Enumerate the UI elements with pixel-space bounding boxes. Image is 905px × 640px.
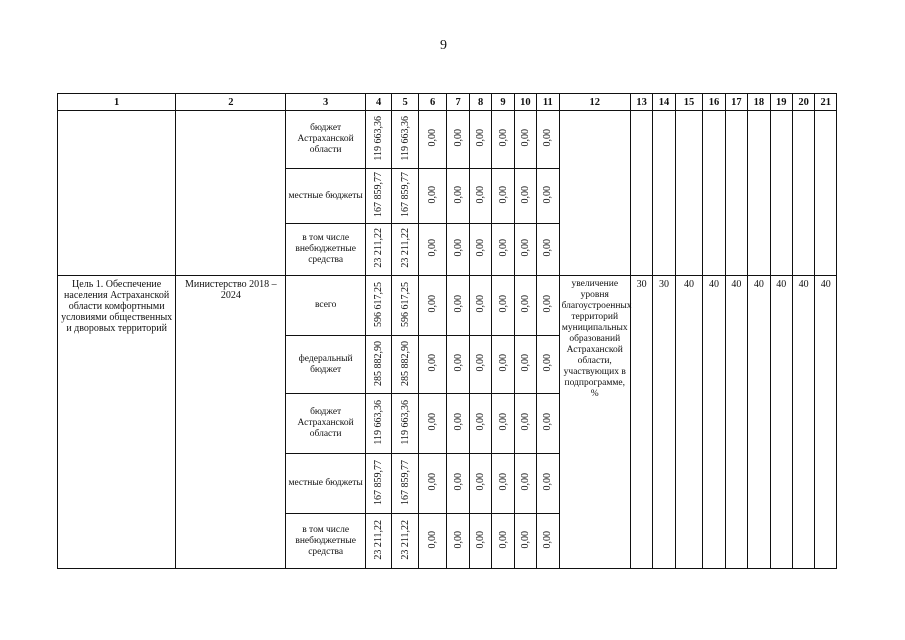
- value-cell: 0,00: [447, 111, 469, 169]
- source-cell: в том числе внебюджетные средства: [286, 514, 366, 569]
- target-cell: 30: [630, 276, 652, 569]
- value-cell: 0,00: [418, 336, 447, 394]
- amount-cell: 167 859,77: [392, 454, 419, 514]
- value-cell: 0,00: [418, 276, 447, 336]
- value-cell: 0,00: [469, 276, 491, 336]
- col-header: 21: [815, 94, 837, 111]
- amount-cell: 119 663,36: [365, 394, 392, 454]
- value-cell: 0,00: [514, 394, 536, 454]
- col-header: 8: [469, 94, 491, 111]
- col-header: 11: [537, 94, 559, 111]
- amount-cell: 285 882,90: [392, 336, 419, 394]
- value-cell: 0,00: [418, 111, 447, 169]
- col-header: 6: [418, 94, 447, 111]
- empty-target-cell: [815, 111, 837, 276]
- table-row: [58, 276, 837, 336]
- value-cell: 0,00: [514, 224, 536, 276]
- value-cell: 0,00: [469, 454, 491, 514]
- value-cell: 0,00: [492, 394, 514, 454]
- value-cell: 0,00: [492, 336, 514, 394]
- value-cell: 0,00: [492, 276, 514, 336]
- source-cell: местные бюджеты: [286, 169, 366, 224]
- value-cell: 0,00: [469, 224, 491, 276]
- target-cell: 40: [792, 276, 814, 569]
- col-header: 10: [514, 94, 536, 111]
- funding-table: [57, 93, 837, 569]
- value-cell: 0,00: [418, 169, 447, 224]
- amount-cell: 119 663,36: [392, 111, 419, 169]
- value-cell: 0,00: [492, 454, 514, 514]
- value-cell: 0,00: [537, 224, 559, 276]
- col-header: 9: [492, 94, 514, 111]
- amount-cell: 119 663,36: [365, 111, 392, 169]
- indicator-cell: увеличение уровня благоустроенных территорий муниципальных образований Астраханской области, участвующих в подпрограмме, %: [559, 276, 630, 569]
- value-cell: 0,00: [418, 394, 447, 454]
- col-header: 2: [176, 94, 286, 111]
- value-cell: 0,00: [514, 336, 536, 394]
- value-cell: 0,00: [447, 276, 469, 336]
- amount-cell: 23 211,22: [392, 514, 419, 569]
- value-cell: 0,00: [447, 514, 469, 569]
- value-cell: 0,00: [447, 394, 469, 454]
- value-cell: 0,00: [447, 336, 469, 394]
- amount-cell: 23 211,22: [392, 224, 419, 276]
- empty-goal-cell: [58, 111, 176, 276]
- value-cell: 0,00: [537, 276, 559, 336]
- source-cell: бюджет Астраханской области: [286, 394, 366, 454]
- source-cell: местные бюджеты: [286, 454, 366, 514]
- empty-indicator-cell: [559, 111, 630, 276]
- col-header: 15: [675, 94, 703, 111]
- target-cell: 30: [653, 276, 675, 569]
- responsible-cell: Министерство 2018 – 2024: [176, 276, 286, 569]
- target-cell: 40: [748, 276, 770, 569]
- value-cell: 0,00: [492, 514, 514, 569]
- header-row: [58, 94, 837, 111]
- amount-cell: 119 663,36: [392, 394, 419, 454]
- amount-cell: 167 859,77: [365, 169, 392, 224]
- empty-target-cell: [675, 111, 703, 276]
- value-cell: 0,00: [537, 514, 559, 569]
- col-header: 4: [365, 94, 392, 111]
- empty-target-cell: [653, 111, 675, 276]
- target-cell: 40: [703, 276, 725, 569]
- value-cell: 0,00: [469, 336, 491, 394]
- value-cell: 0,00: [537, 111, 559, 169]
- col-header: 20: [792, 94, 814, 111]
- value-cell: 0,00: [447, 454, 469, 514]
- source-cell: бюджет Астраханской области: [286, 111, 366, 169]
- value-cell: 0,00: [537, 336, 559, 394]
- page-number: 9: [440, 38, 447, 53]
- value-cell: 0,00: [447, 169, 469, 224]
- col-header: 5: [392, 94, 419, 111]
- table-row: [58, 111, 837, 169]
- value-cell: 0,00: [469, 169, 491, 224]
- target-cell: 40: [725, 276, 747, 569]
- target-cell: 40: [770, 276, 792, 569]
- value-cell: 0,00: [469, 514, 491, 569]
- value-cell: 0,00: [514, 276, 536, 336]
- amount-cell: 285 882,90: [365, 336, 392, 394]
- target-cell: 40: [815, 276, 837, 569]
- source-cell: в том числе внебюджетные средства: [286, 224, 366, 276]
- goal-cell: Цель 1. Обеспечение населения Астраханской области комфортными условиями общественных и дворовых территорий: [58, 276, 176, 569]
- source-cell: федеральный бюджет: [286, 336, 366, 394]
- col-header: 17: [725, 94, 747, 111]
- amount-cell: 167 859,77: [365, 454, 392, 514]
- amount-cell: 167 859,77: [392, 169, 419, 224]
- empty-target-cell: [725, 111, 747, 276]
- value-cell: 0,00: [447, 224, 469, 276]
- value-cell: 0,00: [492, 224, 514, 276]
- value-cell: 0,00: [418, 454, 447, 514]
- empty-target-cell: [630, 111, 652, 276]
- col-header: 19: [770, 94, 792, 111]
- col-header: 14: [653, 94, 675, 111]
- value-cell: 0,00: [514, 169, 536, 224]
- col-header: 3: [286, 94, 366, 111]
- value-cell: 0,00: [537, 394, 559, 454]
- value-cell: 0,00: [492, 169, 514, 224]
- empty-target-cell: [748, 111, 770, 276]
- source-cell: всего: [286, 276, 366, 336]
- value-cell: 0,00: [514, 111, 536, 169]
- value-cell: 0,00: [469, 111, 491, 169]
- col-header: 7: [447, 94, 469, 111]
- target-cell: 40: [675, 276, 703, 569]
- value-cell: 0,00: [514, 514, 536, 569]
- amount-cell: 23 211,22: [365, 514, 392, 569]
- col-header: 13: [630, 94, 652, 111]
- col-header: 12: [559, 94, 630, 111]
- value-cell: 0,00: [418, 224, 447, 276]
- value-cell: 0,00: [492, 111, 514, 169]
- col-header: 16: [703, 94, 725, 111]
- col-header: 1: [58, 94, 176, 111]
- amount-cell: 23 211,22: [365, 224, 392, 276]
- empty-target-cell: [792, 111, 814, 276]
- col-header: 18: [748, 94, 770, 111]
- value-cell: 0,00: [469, 394, 491, 454]
- value-cell: 0,00: [537, 169, 559, 224]
- empty-target-cell: [770, 111, 792, 276]
- empty-responsible-cell: [176, 111, 286, 276]
- amount-cell: 596 617,25: [392, 276, 419, 336]
- amount-cell: 596 617,25: [365, 276, 392, 336]
- empty-target-cell: [703, 111, 725, 276]
- value-cell: 0,00: [514, 454, 536, 514]
- value-cell: 0,00: [418, 514, 447, 569]
- value-cell: 0,00: [537, 454, 559, 514]
